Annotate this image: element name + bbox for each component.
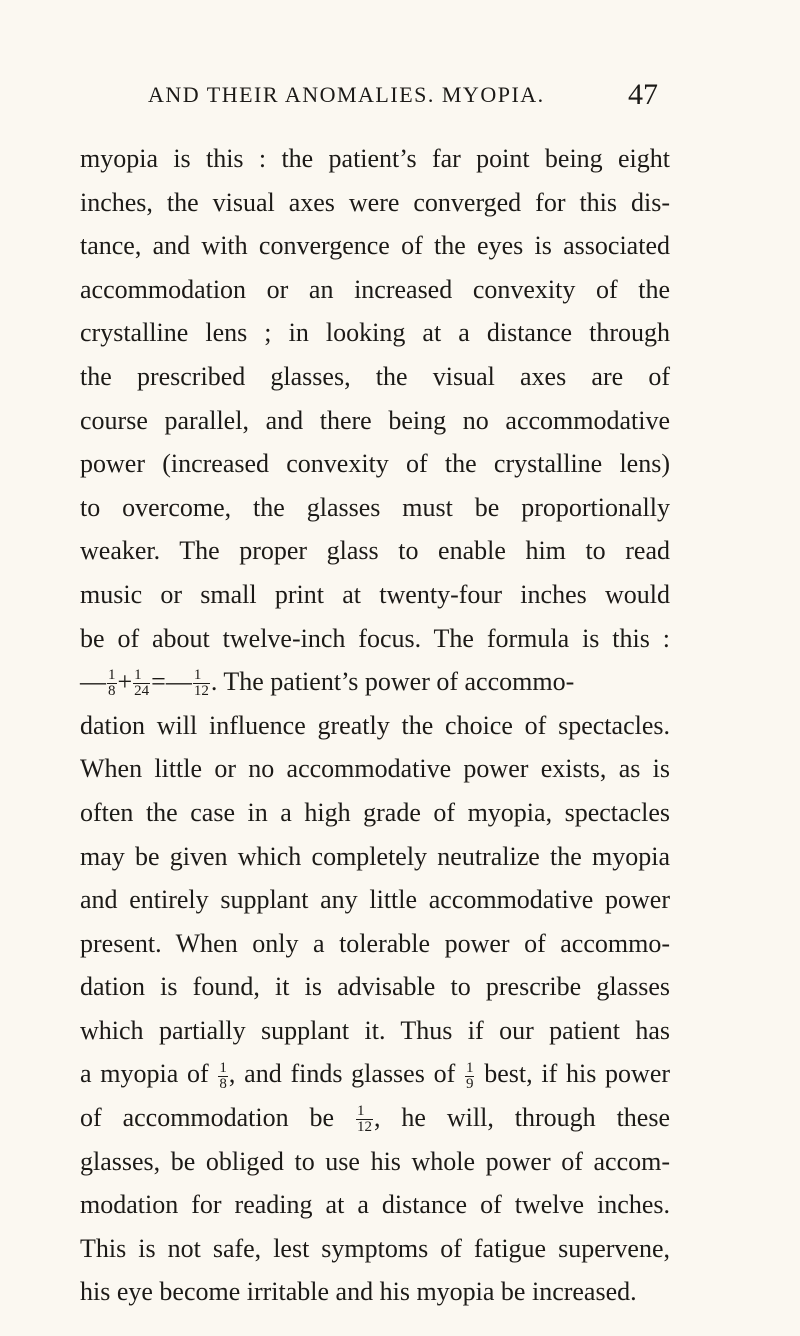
line-segment: a myopia of bbox=[80, 1059, 209, 1089]
text-line: be of about twelve-inch focus. The formula is this : bbox=[80, 623, 670, 653]
text-line: power (increased convexity of the crystalline lens) bbox=[80, 449, 670, 479]
text-line: inches, the visual axes were converged for this dis- bbox=[80, 187, 670, 217]
formula-fraction-one-twelfth bbox=[193, 668, 210, 699]
fraction-denominator: 24 bbox=[134, 683, 150, 700]
fraction-one-twelfth bbox=[356, 1104, 373, 1135]
fraction-numerator: 1 bbox=[356, 1104, 373, 1120]
text-line: often the case in a high grade of myopia, spectacles bbox=[80, 797, 670, 827]
text-line: modation for reading at a distance of twelve inches. bbox=[80, 1190, 670, 1220]
fraction-numerator: 1 bbox=[108, 667, 116, 684]
text-line: crystalline lens ; in looking at a distance through bbox=[80, 318, 670, 348]
text-line: may be given which completely neutralize the myopia bbox=[80, 841, 670, 871]
fraction-one-eighth bbox=[218, 1061, 228, 1092]
body-text bbox=[80, 137, 670, 1314]
fraction-numerator: 1 bbox=[133, 668, 150, 684]
text-line: his eye become irritable and his myopia be increased. bbox=[80, 1277, 637, 1307]
accommodation-fraction-line bbox=[80, 1096, 670, 1140]
line-segment: of accommodation be bbox=[80, 1103, 335, 1133]
fraction-one-ninth bbox=[465, 1061, 475, 1092]
line-segment: , he will, through these bbox=[374, 1103, 670, 1133]
myopia-fraction-line bbox=[80, 1052, 670, 1096]
text-line: which partially supplant it. Thus if our patient has bbox=[80, 1015, 670, 1045]
fraction-numerator: 1 bbox=[465, 1059, 474, 1076]
text-line: This is not safe, lest symptoms of fatigue supervene, bbox=[80, 1233, 670, 1263]
fraction-denominator: 8 bbox=[219, 1075, 227, 1092]
text-line: music or small print at twenty-four inches would bbox=[80, 579, 670, 609]
text-line: glasses, be obliged to use his whole power of accom- bbox=[80, 1146, 670, 1176]
formula-equals: =— bbox=[151, 667, 192, 697]
text-line: course parallel, and there being no accommodative bbox=[80, 405, 670, 435]
text-line: present. When only a tolerable power of accommo- bbox=[80, 928, 670, 958]
formula-line bbox=[80, 660, 670, 704]
fraction-numerator: 1 bbox=[193, 668, 210, 684]
formula-tail: . The patient’s power of accommo- bbox=[210, 667, 575, 697]
text-line: and entirely supplant any little accommodative power bbox=[80, 885, 670, 915]
text-line: myopia is this : the patient’s far point being eight bbox=[80, 144, 670, 173]
text-line: dation will influence greatly the choice of spectacles. bbox=[80, 710, 670, 740]
text-line: the prescribed glasses, the visual axes are of bbox=[80, 361, 670, 391]
text-line: accommodation or an increased convexity of the bbox=[80, 274, 670, 304]
formula-fraction-one-twentyfourth bbox=[133, 668, 150, 699]
fraction-denominator: 12 bbox=[193, 683, 209, 700]
formula-plus: + bbox=[117, 667, 133, 697]
line-segment: , and finds glasses of bbox=[228, 1059, 456, 1089]
fraction-numerator: 1 bbox=[219, 1059, 227, 1076]
text-line: to overcome, the glasses must be proportionally bbox=[80, 492, 670, 522]
formula-fraction-one-eighth bbox=[107, 668, 117, 699]
line-segment: best, if his power bbox=[484, 1059, 671, 1089]
text-line: When little or no accommodative power exists, as is bbox=[80, 754, 670, 784]
text-line: dation is found, it is advisable to prescribe glasses bbox=[80, 972, 670, 1002]
text-line: weaker. The proper glass to enable him to read bbox=[80, 536, 670, 566]
running-title: AND THEIR ANOMALIES. MYOPIA. bbox=[148, 82, 545, 107]
text-line: tance, and with convergence of the eyes is associated bbox=[80, 231, 670, 261]
page-number: 47 bbox=[628, 78, 658, 111]
fraction-denominator: 9 bbox=[465, 1075, 474, 1092]
fraction-denominator: 12 bbox=[357, 1119, 373, 1136]
formula-minus: — bbox=[80, 667, 106, 697]
fraction-denominator: 8 bbox=[108, 683, 116, 700]
running-head bbox=[148, 78, 658, 122]
